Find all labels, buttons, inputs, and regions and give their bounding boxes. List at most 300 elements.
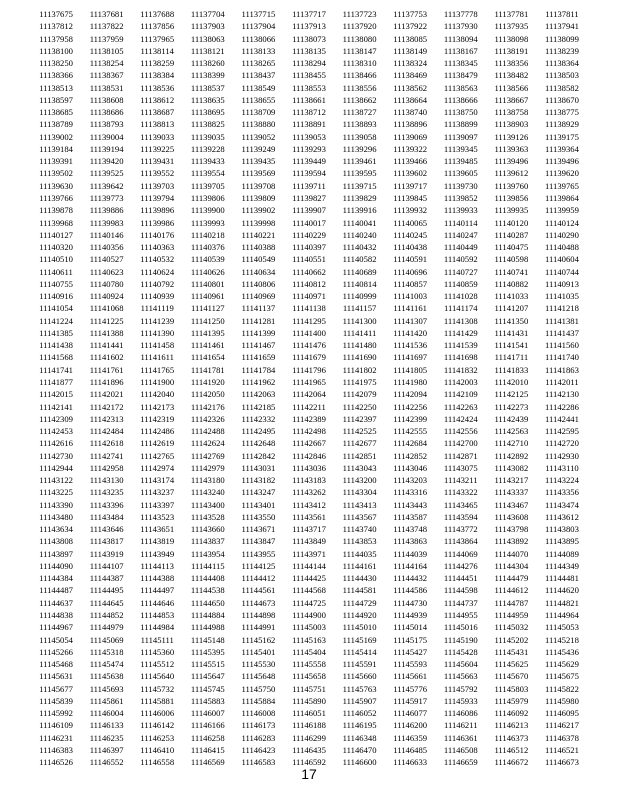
number-cell: 11140971: [292, 291, 326, 302]
number-cell: 11142720: [545, 438, 579, 449]
number-cell: 11144645: [89, 597, 124, 608]
number-cell: 11146521: [545, 744, 579, 755]
number-cell: 11141400: [292, 327, 326, 338]
number-cell: 11138114: [140, 45, 174, 56]
number-cell: 11140916: [39, 291, 73, 302]
number-cell: 11139496: [545, 156, 579, 167]
number-row: [0, 609, 618, 621]
number-cell: 11140780: [89, 278, 124, 289]
number-cell: 11144979: [89, 622, 124, 633]
number-cell: 11140806: [241, 278, 276, 289]
number-cell: 11146213: [494, 720, 529, 731]
number-cell: 11145218: [545, 634, 579, 645]
number-cell: 11145175: [393, 634, 428, 645]
number-cell: 11145980: [545, 695, 579, 706]
number-cell: 11138437: [241, 70, 276, 81]
number-cell: 11142616: [39, 438, 73, 449]
number-cell: 11138455: [292, 70, 326, 81]
number-cell: 11138666: [443, 94, 478, 105]
number-cell: 11145677: [39, 683, 73, 694]
number-cell: 11146423: [241, 744, 276, 755]
number-cell: 11142273: [494, 401, 529, 412]
number-cell: 11144115: [191, 560, 225, 571]
number-cell: 11139433: [190, 156, 225, 167]
number-cell: 11145318: [89, 646, 124, 657]
number-cell: 11144481: [545, 573, 579, 584]
number-cell: 11139703: [140, 180, 175, 191]
number-cell: 11145979: [494, 695, 529, 706]
number-cell: 11140532: [140, 254, 175, 265]
number-cell: 11143224: [545, 475, 579, 486]
number-cell: 11138466: [342, 70, 377, 81]
number-row: [0, 167, 618, 179]
number-cell: 11141560: [545, 340, 579, 351]
number-row: [0, 339, 618, 351]
number-cell: 11140801: [190, 278, 225, 289]
number-cell: 11145670: [494, 671, 529, 682]
number-cell: 11138670: [545, 94, 579, 105]
number-cell: 11142619: [140, 438, 175, 449]
number-cell: 11144451: [443, 573, 478, 584]
number-cell: 11140591: [393, 254, 428, 265]
number-cell: 11144276: [443, 560, 478, 571]
number-cell: 11146470: [342, 744, 377, 755]
number-cell: 11142185: [241, 401, 276, 412]
number-cell: 11139069: [393, 131, 428, 142]
number-cell: 11141385: [39, 327, 73, 338]
number-cell: 11140689: [342, 266, 377, 277]
number-cell: 11138686: [89, 107, 124, 118]
number-cell: 11144581: [342, 585, 377, 596]
number-row: [0, 572, 618, 584]
number-cell: 11141877: [39, 376, 73, 387]
number-cell: 11145750: [241, 683, 276, 694]
number-cell: 11143235: [89, 487, 124, 498]
number-cell: 11138740: [393, 107, 428, 118]
number-list: [0, 8, 618, 768]
number-cell: 11146258: [190, 732, 225, 743]
number-cell: 11142309: [39, 413, 73, 424]
number-cell: 11141962: [241, 376, 276, 387]
number-cell: 11138265: [241, 58, 276, 69]
number-cell: 11140662: [292, 266, 326, 277]
number-cell: 11138667: [494, 94, 529, 105]
number-cell: 11137856: [140, 21, 175, 32]
number-cell: 11139642: [89, 180, 124, 191]
number-cell: 11142439: [494, 413, 529, 424]
number-cell: 11142930: [545, 450, 579, 461]
number-cell: 11141740: [545, 352, 579, 363]
number-cell: 11143443: [393, 499, 428, 510]
number-cell: 11141028: [443, 291, 478, 302]
number-cell: 11139998: [241, 217, 276, 228]
number-cell: 11146508: [443, 744, 478, 755]
number-cell: 11143356: [545, 487, 579, 498]
number-row: [0, 69, 618, 81]
number-cell: 11146200: [393, 720, 428, 731]
number-cell: 11144497: [140, 585, 175, 596]
number-cell: 11141659: [241, 352, 276, 363]
number-cell: 11143480: [39, 511, 73, 522]
number-cell: 11137941: [545, 21, 579, 32]
number-cell: 11141805: [393, 364, 428, 375]
number-cell: 11145014: [393, 622, 428, 633]
number-cell: 11143110: [545, 462, 579, 473]
number-cell: 11143748: [393, 524, 428, 535]
number-cell: 11143467: [494, 499, 529, 510]
number-cell: 11144113: [140, 560, 174, 571]
number-cell: 11141281: [241, 315, 276, 326]
number-cell: 11142979: [190, 462, 225, 473]
number-cell: 11141395: [190, 327, 225, 338]
number-cell: 11140432: [342, 242, 377, 253]
number-cell: 11143819: [140, 536, 175, 547]
number-cell: 11142211: [292, 401, 326, 412]
number-cell: 11139907: [292, 205, 326, 216]
number-cell: 11141781: [190, 364, 225, 375]
number-cell: 11141900: [140, 376, 175, 387]
number-cell: 11143036: [292, 462, 326, 473]
number-cell: 11141863: [545, 364, 579, 375]
number-cell: 11141295: [292, 315, 326, 326]
number-cell: 11145163: [292, 634, 326, 645]
number-cell: 11138536: [140, 82, 175, 93]
number-cell: 11138789: [39, 119, 73, 130]
number-row: [0, 118, 618, 130]
number-cell: 11138709: [241, 107, 276, 118]
number-cell: 11143465: [443, 499, 478, 510]
number-cell: 11143247: [241, 487, 276, 498]
number-cell: 11145663: [443, 671, 478, 682]
number-cell: 11139554: [190, 168, 225, 179]
number-cell: 11145992: [39, 708, 73, 719]
number-cell: 11138695: [190, 107, 225, 118]
number-cell: 11143316: [393, 487, 428, 498]
number-cell: 11142125: [494, 389, 529, 400]
number-cell: 11146095: [545, 708, 579, 719]
number-cell: 11145468: [39, 659, 73, 670]
number-cell: 11141458: [140, 340, 175, 351]
number-cell: 11145401: [241, 646, 276, 657]
number-cell: 11144964: [545, 610, 579, 621]
number-cell: 11145890: [292, 695, 326, 706]
number-cell: 11141174: [444, 303, 478, 314]
number-row: [0, 744, 618, 756]
number-cell: 11141388: [89, 327, 124, 338]
number-cell: 11144730: [393, 597, 428, 608]
number-row: [0, 241, 618, 253]
number-cell: 11140120: [494, 217, 529, 228]
number-row: [0, 719, 618, 731]
number-row: [0, 597, 618, 609]
number-cell: 11146188: [292, 720, 326, 731]
number-cell: 11141127: [191, 303, 225, 314]
number-cell: 11137930: [443, 21, 478, 32]
number-cell: 11145861: [89, 695, 124, 706]
number-cell: 11145647: [190, 671, 225, 682]
number-cell: 11138661: [292, 94, 326, 105]
number-cell: 11138880: [241, 119, 276, 130]
number-cell: 11139708: [241, 180, 276, 191]
number-cell: 11143550: [241, 511, 276, 522]
number-cell: 11138239: [545, 45, 579, 56]
number-cell: 11141711: [494, 352, 529, 363]
number-cell: 11143634: [39, 524, 73, 535]
number-cell: 11138100: [39, 45, 73, 56]
number-cell: 11141654: [190, 352, 225, 363]
number-cell: 11138553: [292, 82, 326, 93]
number-cell: 11139765: [545, 180, 579, 191]
number-cell: 11140924: [89, 291, 124, 302]
number-cell: 11142286: [545, 401, 579, 412]
number-row: [0, 278, 618, 290]
number-cell: 11137812: [39, 21, 73, 32]
number-cell: 11140913: [545, 278, 579, 289]
number-cell: 11137904: [241, 21, 276, 32]
number-cell: 11144161: [342, 560, 377, 571]
number-cell: 11142741: [89, 450, 124, 461]
number-row: [0, 94, 618, 106]
number-cell: 11141250: [190, 315, 225, 326]
number-cell: 11138310: [342, 58, 377, 69]
number-cell: 11140882: [494, 278, 529, 289]
number-row: [0, 621, 618, 633]
number-cell: 11141207: [494, 303, 529, 314]
number-row: [0, 658, 618, 670]
number-cell: 11146485: [393, 744, 428, 755]
number-cell: 11139829: [342, 192, 377, 203]
number-cell: 11145404: [292, 646, 326, 657]
number-cell: 11142172: [89, 401, 124, 412]
number-row: [0, 462, 618, 474]
number-cell: 11140127: [39, 229, 73, 240]
number-cell: 11142326: [190, 413, 225, 424]
number-cell: 11140626: [190, 266, 225, 277]
number-cell: 11144107: [89, 560, 124, 571]
number-cell: 11142842: [241, 450, 276, 461]
number-cell: 11139711: [292, 180, 326, 191]
number-cell: 11137822: [89, 21, 124, 32]
number-cell: 11139033: [140, 131, 175, 142]
number-cell: 11138612: [140, 94, 175, 105]
number-row: [0, 20, 618, 32]
number-cell: 11145763: [342, 683, 377, 694]
number-cell: 11140592: [443, 254, 478, 265]
number-row: [0, 437, 618, 449]
number-cell: 11141308: [443, 315, 478, 326]
number-cell: 11143863: [393, 536, 428, 547]
number-cell: 11144430: [342, 573, 377, 584]
number-cell: 11140065: [393, 217, 428, 228]
number-cell: 11145558: [292, 659, 326, 670]
number-cell: 11142852: [393, 450, 428, 461]
number-cell: 11139856: [494, 192, 529, 203]
number-cell: 11142173: [140, 401, 175, 412]
number-cell: 11143528: [190, 511, 225, 522]
number-cell: 11144479: [494, 573, 529, 584]
number-cell: 11144495: [89, 585, 124, 596]
number-row: [0, 695, 618, 707]
number-cell: 11140449: [443, 242, 478, 253]
number-cell: 11143304: [342, 487, 377, 498]
number-cell: 11137920: [342, 21, 377, 32]
number-cell: 11139461: [342, 156, 377, 167]
number-cell: 11142563: [494, 426, 529, 437]
number-cell: 11145629: [545, 659, 579, 670]
number-cell: 11140017: [292, 217, 326, 228]
number-cell: 11139569: [241, 168, 276, 179]
number-cell: 11138687: [140, 107, 175, 118]
number-row: [0, 670, 618, 682]
number-cell: 11142424: [443, 413, 478, 424]
number-row: [0, 45, 618, 57]
number-cell: 11140041: [342, 217, 377, 228]
number-cell: 11145190: [443, 634, 478, 645]
number-cell: 11144884: [190, 610, 225, 621]
number-cell: 11139431: [140, 156, 175, 167]
number-cell: 11146211: [444, 720, 478, 731]
number-cell: 11142313: [89, 413, 124, 424]
number-cell: 11143082: [494, 462, 529, 473]
number-cell: 11146600: [342, 757, 377, 768]
number-row: [0, 106, 618, 118]
number-cell: 11144729: [342, 597, 377, 608]
number-cell: 11141697: [393, 352, 428, 363]
number-cell: 11141784: [241, 364, 276, 375]
number-row: [0, 523, 618, 535]
number-cell: 11145675: [545, 671, 579, 682]
number-cell: 11140727: [443, 266, 478, 277]
number-row: [0, 376, 618, 388]
number-cell: 11140582: [342, 254, 377, 265]
number-cell: 11145428: [443, 646, 478, 657]
number-cell: 11143892: [494, 536, 529, 547]
number-cell: 11139605: [443, 168, 478, 179]
number-cell: 11144959: [494, 610, 529, 621]
number-cell: 11146217: [545, 720, 579, 731]
number-cell: 11146512: [494, 744, 529, 755]
number-cell: 11143390: [39, 499, 73, 510]
number-cell: 11141138: [292, 303, 326, 314]
number-cell: 11138503: [545, 70, 579, 81]
number-cell: 11141975: [342, 376, 377, 387]
number-cell: 11145436: [545, 646, 579, 657]
number-cell: 11143523: [140, 511, 175, 522]
number-cell: 11140598: [494, 254, 529, 265]
number-cell: 11141003: [393, 291, 428, 302]
number-cell: 11144988: [190, 622, 225, 633]
number-cell: 11141980: [393, 376, 428, 387]
number-cell: 11139184: [39, 143, 73, 154]
number-cell: 11138066: [241, 33, 276, 44]
number-cell: 11140961: [190, 291, 225, 302]
number-cell: 11145395: [190, 646, 225, 657]
number-cell: 11143337: [494, 487, 529, 498]
number-cell: 11139126: [494, 131, 529, 142]
number-cell: 11141068: [89, 303, 124, 314]
number-cell: 11143651: [140, 524, 175, 535]
number-cell: 11145661: [393, 671, 428, 682]
number-cell: 11143897: [39, 548, 73, 559]
number-cell: 11141536: [393, 340, 428, 351]
number-cell: 11139983: [89, 217, 124, 228]
number-cell: 11142871: [443, 450, 478, 461]
number-cell: 11138513: [39, 82, 73, 93]
number-cell: 11138582: [545, 82, 579, 93]
number-cell: 11143646: [89, 524, 124, 535]
number-cell: 11146526: [39, 757, 73, 768]
number-cell: 11142063: [241, 389, 276, 400]
number-cell: 11142769: [190, 450, 225, 461]
number-cell: 11145202: [494, 634, 529, 645]
number-cell: 11141381: [545, 315, 579, 326]
number-cell: 11141467: [241, 340, 276, 351]
number-cell: 11145593: [393, 659, 428, 670]
number-cell: 11143864: [443, 536, 478, 547]
number-cell: 11137959: [89, 33, 124, 44]
number-cell: 11143919: [89, 548, 124, 559]
number-cell: 11139766: [39, 192, 73, 203]
number-cell: 11143200: [342, 475, 377, 486]
number-cell: 11145907: [342, 695, 377, 706]
number-row: [0, 290, 618, 302]
number-cell: 11142064: [292, 389, 326, 400]
number-cell: 11146569: [190, 757, 225, 768]
number-cell: 11143594: [443, 511, 478, 522]
number-cell: 11141602: [89, 352, 124, 363]
number-cell: 11143847: [241, 536, 276, 547]
number-cell: 11140814: [342, 278, 377, 289]
number-cell: 11144673: [241, 597, 276, 608]
number-cell: 11139228: [190, 143, 225, 154]
number-cell: 11144090: [39, 560, 73, 571]
number-cell: 11146435: [292, 744, 326, 755]
number-cell: 11145053: [545, 622, 579, 633]
number-cell: 11139968: [39, 217, 73, 228]
number-cell: 11138556: [342, 82, 377, 93]
number-cell: 11139612: [494, 168, 529, 179]
number-cell: 11139902: [241, 205, 276, 216]
number-cell: 11140939: [140, 291, 175, 302]
number-row: [0, 82, 618, 94]
number-cell: 11138366: [39, 70, 73, 81]
number-cell: 11141965: [292, 376, 326, 387]
number-cell: 11141896: [89, 376, 124, 387]
number-cell: 11138929: [545, 119, 579, 130]
number-cell: 11141833: [494, 364, 529, 375]
number-cell: 11140240: [342, 229, 377, 240]
number-cell: 11143671: [241, 524, 276, 535]
number-cell: 11141796: [292, 364, 326, 375]
number-cell: 11142130: [545, 389, 579, 400]
number-cell: 11140999: [342, 291, 377, 302]
number-cell: 11145032: [494, 622, 529, 633]
number-cell: 11139466: [393, 156, 428, 167]
number-cell: 11144144: [292, 560, 326, 571]
number-cell: 11141698: [443, 352, 478, 363]
number-cell: 11144853: [140, 610, 175, 621]
number-cell: 11144432: [393, 573, 428, 584]
number-row: [0, 155, 618, 167]
number-cell: 11140624: [140, 266, 175, 277]
number-cell: 11138259: [140, 58, 175, 69]
number-cell: 11138793: [89, 119, 124, 130]
number-cell: 11141832: [443, 364, 478, 375]
number-cell: 11141119: [140, 303, 174, 314]
number-cell: 11140634: [241, 266, 276, 277]
number-cell: 11145776: [393, 683, 428, 694]
number-cell: 11144487: [39, 585, 73, 596]
